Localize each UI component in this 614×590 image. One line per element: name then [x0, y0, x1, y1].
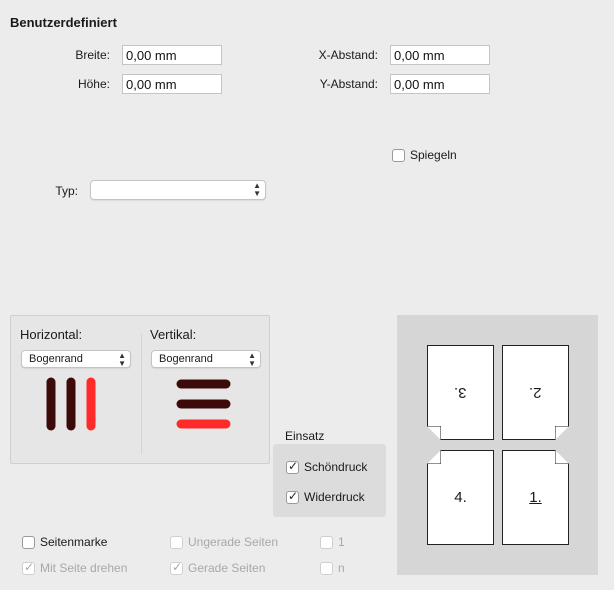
- widerdruck-checkbox[interactable]: [286, 491, 299, 504]
- mit-seite-drehen-option[interactable]: [22, 561, 127, 575]
- seitenmarke-checkbox[interactable]: [22, 536, 35, 549]
- spiegeln-option[interactable]: [392, 148, 457, 162]
- x-abstand-field[interactable]: 0,00 mm: [390, 45, 490, 65]
- hoehe-field[interactable]: 0,00 mm: [122, 74, 222, 94]
- imposition-preview: [397, 315, 598, 575]
- page-number: 3.: [454, 384, 467, 401]
- select-arrows-icon: ▲ ▼: [253, 181, 261, 198]
- seite-n-checkbox[interactable]: [320, 562, 333, 575]
- preview-page-3: [427, 345, 494, 440]
- gerade-seiten-option[interactable]: [170, 561, 265, 575]
- horizontal-select[interactable]: [21, 350, 131, 368]
- breite-label: Breite:: [75, 48, 110, 62]
- schoendruck-checkbox[interactable]: [286, 461, 299, 474]
- vertikal-select[interactable]: [151, 350, 261, 368]
- marks-group: [10, 315, 270, 464]
- gerade-seiten-label: Gerade Seiten: [188, 561, 266, 575]
- select-arrows-icon: ▲ ▼: [248, 351, 256, 368]
- seite-n-option[interactable]: [320, 561, 345, 575]
- mit-seite-drehen-label: Mit Seite drehen: [40, 561, 128, 575]
- y-abstand-label: Y-Abstand:: [319, 77, 378, 91]
- ungerade-seiten-option[interactable]: [170, 535, 278, 549]
- horizontal-preview-icon: [41, 376, 111, 432]
- einsatz-label: Einsatz: [285, 429, 325, 443]
- horizontal-select-value: Bogenrand: [29, 353, 83, 365]
- select-arrows-icon: ▲ ▼: [118, 351, 126, 368]
- seite-1-option[interactable]: [320, 535, 345, 549]
- page-fold-icon: [427, 450, 441, 464]
- widerdruck-label: Widerdruck: [304, 490, 365, 504]
- seite-1-label: 1: [338, 535, 345, 549]
- vertikal-preview-icon: [171, 376, 241, 432]
- preview-page-1: [502, 450, 569, 545]
- page-number: 4.: [454, 489, 467, 506]
- widerdruck-option[interactable]: [286, 490, 365, 504]
- typ-select[interactable]: [90, 180, 266, 200]
- schoendruck-option[interactable]: [286, 460, 367, 474]
- preview-page-2: [502, 345, 569, 440]
- spiegeln-checkbox[interactable]: [392, 149, 405, 162]
- vertikal-label: Vertikal:: [150, 327, 197, 342]
- seite-1-checkbox[interactable]: [320, 536, 333, 549]
- horizontal-label: Horizontal:: [20, 327, 83, 342]
- seitenmarke-label: Seitenmarke: [40, 535, 108, 549]
- x-abstand-label: X-Abstand:: [318, 48, 378, 62]
- group-divider: [141, 334, 142, 454]
- ungerade-seiten-checkbox[interactable]: [170, 536, 183, 549]
- page-number: 1.: [529, 489, 542, 506]
- breite-field[interactable]: 0,00 mm: [122, 45, 222, 65]
- page-fold-icon: [555, 450, 569, 464]
- typ-label: Typ:: [55, 184, 78, 198]
- schoendruck-label: Schöndruck: [304, 460, 368, 474]
- seitenmarke-option[interactable]: [22, 535, 107, 549]
- hoehe-label: Höhe:: [77, 77, 110, 91]
- mit-seite-drehen-checkbox[interactable]: [22, 562, 35, 575]
- ungerade-seiten-label: Ungerade Seiten: [188, 535, 279, 549]
- einsatz-group: [273, 444, 386, 517]
- vertikal-select-value: Bogenrand: [159, 353, 213, 365]
- page-number: 2.: [529, 384, 542, 401]
- seite-n-label: n: [338, 561, 345, 575]
- spiegeln-label: Spiegeln: [410, 148, 457, 162]
- preview-page-4: [427, 450, 494, 545]
- page-fold-icon: [555, 426, 569, 440]
- page-fold-icon: [427, 426, 441, 440]
- y-abstand-field[interactable]: 0,00 mm: [390, 74, 490, 94]
- section-title: Benutzerdefiniert: [10, 15, 117, 30]
- gerade-seiten-checkbox[interactable]: [170, 562, 183, 575]
